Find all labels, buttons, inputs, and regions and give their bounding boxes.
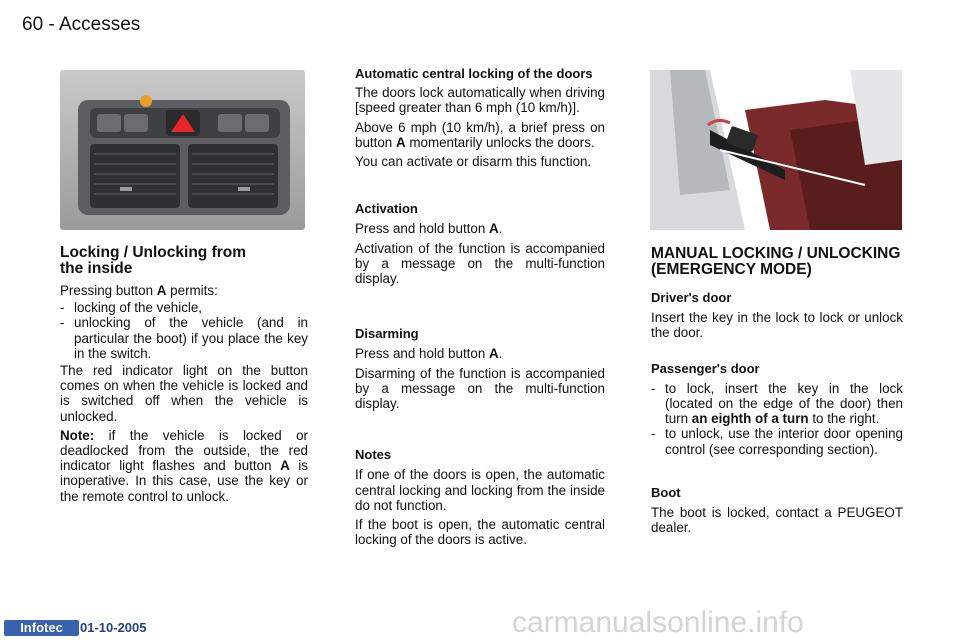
console-button-4 (245, 114, 269, 132)
section-title: Accesses (58, 14, 141, 35)
console-button-2 (124, 114, 148, 132)
driver-door-heading: Driver's door (651, 290, 732, 305)
list-item: - to lock, insert the key in the lock (located on the edge of the door) then turn an eighth of a turn to the right. (651, 380, 903, 427)
right-column (651, 246, 903, 539)
disarming-heading: Disarming (355, 326, 419, 342)
middle-column (355, 66, 605, 551)
driver-door-text: Insert the key in the lock to lock or unlock the door. (651, 310, 903, 341)
auto-text-2: Above 6 mph (10 km/h), a brief press on button A momentarily unlocks the doors. (355, 119, 605, 150)
activation-heading: Activation (355, 201, 418, 217)
infotec-logo: Infotec (4, 620, 79, 636)
activation-text-2: Activation of the function is accompanied by a message on the multi-function display. (355, 240, 605, 287)
notes-text-2: If the boot is open, the automatic central locking of the doors is active. (355, 517, 605, 548)
boot-heading: Boot (651, 484, 681, 500)
console-button-1 (97, 114, 121, 132)
boot-text: The boot is locked, contact a PEUGEOT dealer. (651, 505, 903, 536)
button-a-marker-icon (140, 95, 152, 107)
console-photo (60, 70, 305, 230)
left-column (60, 245, 308, 508)
notes-heading: Notes (355, 447, 392, 463)
auto-text-1: The doors lock automatically when driving [speed greater than 6 mph (10 km/h)]. (355, 85, 605, 116)
passenger-door-heading: Passenger's door (651, 360, 760, 376)
locking-heading: Locking / Unlocking from the inside (60, 244, 247, 277)
console-illustration (60, 70, 305, 230)
activation-text-1: Press and hold button A. (355, 221, 503, 237)
notes-text-1: If one of the doors is open, the automatic central locking and locking from the inside do not function. (355, 467, 605, 513)
indicator-text: The red indicator light on the button comes on when the vehicle is locked and is switched off when the vehicle is unlocked. (60, 363, 308, 424)
footer-date: 01-10-2005 (80, 620, 147, 635)
header-separator: - (43, 14, 59, 35)
page-header (22, 14, 140, 36)
note-text: Note: if the vehicle is locked or deadlocked from the outside, the red indicator light flashes and button A is inoperative. In this case, use the key or the remote control to unlock. (60, 427, 308, 504)
watermark-text: carmanualsonline.info (512, 606, 804, 639)
list-item: - unlocking of the vehicle (and in particular the boot) if you place the key in the switch. (60, 315, 308, 361)
page-number: 60 (22, 14, 44, 35)
list-item: - locking of the vehicle, (60, 300, 203, 316)
intro-text: Pressing button A permits: (60, 283, 218, 298)
disarming-text-1: Press and hold button A. (355, 346, 503, 362)
manual-locking-heading: MANUAL LOCKING / UNLOCKING (EMERGENCY MODE) (651, 245, 901, 278)
auto-text-3: You can activate or disarm this function. (355, 154, 592, 170)
list-item: - to unlock, use the interior door opening control (see corresponding section). (651, 426, 903, 457)
door-lock-photo (650, 70, 902, 230)
door-lock-illustration (650, 70, 902, 230)
auto-locking-heading: Automatic central locking of the doors (355, 66, 593, 81)
disarming-text-2: Disarming of the function is accompanied by a message on the multi-function display. (355, 365, 605, 412)
console-button-3 (218, 114, 242, 132)
